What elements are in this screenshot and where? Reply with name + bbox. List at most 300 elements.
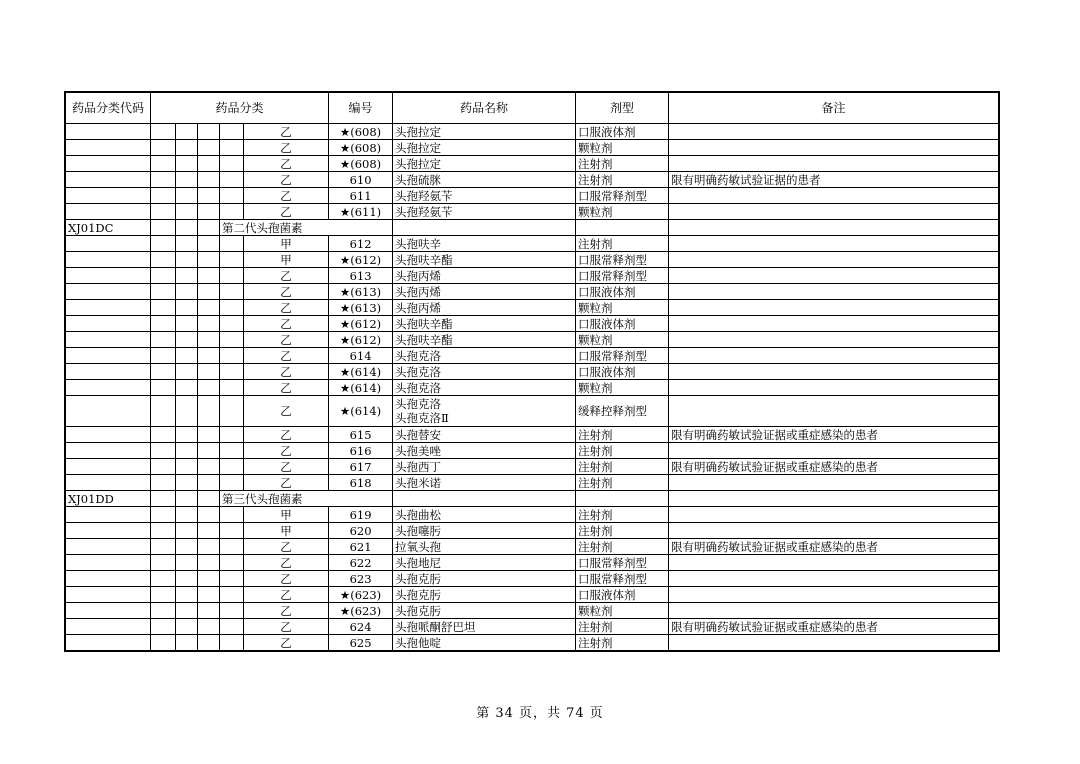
dosage-form-cell: 颗粒剂 [576,332,669,348]
remark-cell [669,284,999,300]
category-cell [176,332,198,348]
drug-name-cell: 头孢美唑 [393,443,576,459]
table-row [66,156,999,172]
drug-name-cell: 头孢他啶 [393,635,576,651]
category-cell [176,156,198,172]
code-cell [66,268,151,284]
empty-cell [669,491,999,507]
category-cell [176,284,198,300]
grade-cell: 乙 [244,300,329,316]
remark-cell: 限有明确药敏试验证据的患者 [669,172,999,188]
category-cell [151,619,176,635]
dosage-form-cell: 口服液体剂 [576,364,669,380]
grade-cell: 甲 [244,252,329,268]
drug-name-cell: 头孢丙烯 [393,268,576,284]
code-cell [66,459,151,475]
number-cell: ★(623) [329,587,393,603]
code-cell [66,443,151,459]
dosage-form-cell: 注射剂 [576,236,669,252]
code-cell [66,507,151,523]
dosage-form-cell: 缓释控释剂型 [576,396,669,427]
drug-name-cell: 头孢呋辛 [393,236,576,252]
number-cell: 619 [329,507,393,523]
category-cell [176,204,198,220]
remark-cell: 限有明确药敏试验证据或重症感染的患者 [669,427,999,443]
number-cell: 612 [329,236,393,252]
category-cell [198,619,220,635]
category-cell [176,603,198,619]
header-name: 药品名称 [393,93,576,124]
table-row [66,348,999,364]
number-cell: 624 [329,619,393,635]
empty-cell [393,220,576,236]
category-cell [151,427,176,443]
category-cell [198,124,220,140]
remark-cell [669,571,999,587]
empty-cell [576,220,669,236]
category-cell [176,348,198,364]
number-cell: 618 [329,475,393,491]
page-number-footer: 第 34 页，共 74 页 [476,706,604,721]
header-number: 编号 [329,93,393,124]
drug-name-cell: 头孢呋辛酯 [393,332,576,348]
category-cell [151,140,176,156]
drug-name-cell: 头孢硫脒 [393,172,576,188]
drug-name-cell: 头孢拉定 [393,156,576,172]
table-row [66,204,999,220]
grade-cell: 乙 [244,172,329,188]
category-cell [151,364,176,380]
table-row [66,443,999,459]
category-cell [198,204,220,220]
table-row [66,140,999,156]
dosage-form-cell: 注射剂 [576,172,669,188]
category-cell [151,396,176,427]
grade-cell: 乙 [244,555,329,571]
dosage-form-cell: 口服常释剂型 [576,252,669,268]
category-cell [176,491,198,507]
remark-cell [669,380,999,396]
category-cell [176,172,198,188]
category-cell [176,635,198,651]
code-cell [66,188,151,204]
category-cell [198,427,220,443]
category-cell [220,523,244,539]
drug-name-cell: 头孢羟氨苄 [393,204,576,220]
category-cell [220,427,244,443]
drug-name-cell: 头孢地尼 [393,555,576,571]
remark-cell [669,603,999,619]
category-cell [198,380,220,396]
category-cell [198,156,220,172]
category-cell [176,188,198,204]
dosage-form-cell: 口服常释剂型 [576,555,669,571]
category-cell [220,172,244,188]
table-row [66,172,999,188]
category-cell [220,587,244,603]
category-cell [151,300,176,316]
drug-name-cell: 头孢西丁 [393,459,576,475]
category-cell [220,555,244,571]
remark-cell [669,555,999,571]
category-cell [198,252,220,268]
table-row [66,507,999,523]
header-code: 药品分类代码 [66,93,151,124]
table-row [66,523,999,539]
table-row [66,635,999,651]
category-cell [198,539,220,555]
drug-name-cell: 头孢拉定 [393,140,576,156]
category-cell [198,188,220,204]
dosage-form-cell: 注射剂 [576,539,669,555]
code-cell [66,539,151,555]
drug-name-cell: 头孢拉定 [393,124,576,140]
category-cell [198,507,220,523]
number-cell: 617 [329,459,393,475]
grade-cell: 乙 [244,188,329,204]
category-cell [151,443,176,459]
grade-cell: 乙 [244,268,329,284]
code-cell [66,364,151,380]
grade-cell: 乙 [244,380,329,396]
dosage-form-cell: 口服常释剂型 [576,571,669,587]
drug-name-cell: 拉氧头孢 [393,539,576,555]
code-cell [66,348,151,364]
drug-name-cell: 头孢哌酮舒巴坦 [393,619,576,635]
dosage-form-cell: 注射剂 [576,443,669,459]
empty-cell [576,491,669,507]
remark-cell [669,364,999,380]
grade-cell: 乙 [244,396,329,427]
category-cell [220,619,244,635]
group-title: 第二代头孢菌素 [220,220,393,236]
category-cell [151,539,176,555]
category-cell [220,459,244,475]
drug-name-cell: 头孢丙烯 [393,300,576,316]
category-cell [220,443,244,459]
category-cell [198,603,220,619]
category-cell [220,396,244,427]
drug-name-cell: 头孢克肟 [393,571,576,587]
drug-name-cell: 头孢噻肟 [393,523,576,539]
grade-cell: 乙 [244,348,329,364]
category-cell [151,507,176,523]
dosage-form-cell: 注射剂 [576,459,669,475]
code-cell [66,140,151,156]
category-cell [176,252,198,268]
code-cell [66,619,151,635]
category-cell [151,587,176,603]
category-cell [220,268,244,284]
category-cell [151,332,176,348]
category-cell [198,316,220,332]
group-row [66,491,999,507]
category-cell [198,220,220,236]
category-cell [151,475,176,491]
table-row [66,236,999,252]
category-cell [151,491,176,507]
remark-cell [669,316,999,332]
drug-name-cell: 头孢克洛 [393,380,576,396]
code-cell [66,555,151,571]
category-cell [198,300,220,316]
category-cell [176,555,198,571]
category-cell [220,300,244,316]
dosage-form-cell: 注射剂 [576,427,669,443]
category-cell [151,348,176,364]
dosage-form-cell: 口服液体剂 [576,284,669,300]
category-cell [198,396,220,427]
drug-name-cell: 头孢克洛 [393,364,576,380]
category-cell [176,124,198,140]
grade-cell: 乙 [244,156,329,172]
category-cell [198,459,220,475]
number-cell: 614 [329,348,393,364]
grade-cell: 乙 [244,587,329,603]
category-cell [176,475,198,491]
table-row [66,300,999,316]
number-cell: 613 [329,268,393,284]
remark-cell [669,300,999,316]
category-cell [198,332,220,348]
drug-name-cell: 头孢曲松 [393,507,576,523]
category-cell [220,236,244,252]
drug-name-cell: 头孢克肟 [393,587,576,603]
category-cell [176,539,198,555]
category-cell [176,380,198,396]
code-cell [66,172,151,188]
drug-name-line: 头孢克洛Ⅱ [395,411,449,425]
drug-name-cell: 头孢呋辛酯 [393,316,576,332]
table-body [66,124,999,651]
grade-cell: 乙 [244,364,329,380]
number-cell: ★(612) [329,316,393,332]
category-cell [176,427,198,443]
remark-cell [669,523,999,539]
category-cell [151,571,176,587]
remark-cell [669,396,999,427]
category-cell [198,348,220,364]
table-row [66,555,999,571]
grade-cell: 甲 [244,236,329,252]
category-cell [151,156,176,172]
code-cell [66,156,151,172]
category-cell [220,539,244,555]
code-cell [66,252,151,268]
table-row [66,268,999,284]
remark-cell [669,587,999,603]
code-cell [66,587,151,603]
number-cell: 615 [329,427,393,443]
dosage-form-cell: 口服液体剂 [576,124,669,140]
empty-cell [669,220,999,236]
grade-cell: 乙 [244,571,329,587]
category-cell [198,523,220,539]
category-cell [220,348,244,364]
category-cell [176,316,198,332]
code-cell [66,236,151,252]
group-code: XJ01DD [66,491,151,507]
empty-cell [393,491,576,507]
table-row [66,587,999,603]
number-cell: 621 [329,539,393,555]
grade-cell: 乙 [244,140,329,156]
header-category: 药品分类 [151,93,329,124]
category-cell [220,204,244,220]
grade-cell: 乙 [244,284,329,300]
category-cell [198,555,220,571]
category-cell [151,124,176,140]
drug-name-cell: 头孢米诺 [393,475,576,491]
category-cell [151,603,176,619]
grade-cell: 乙 [244,619,329,635]
table-row [66,539,999,555]
category-cell [176,507,198,523]
code-cell [66,316,151,332]
group-title: 第三代头孢菌素 [220,491,393,507]
dosage-form-cell: 注射剂 [576,635,669,651]
drug-name-cell: 头孢克肟 [393,603,576,619]
code-cell [66,332,151,348]
group-row [66,220,999,236]
dosage-form-cell: 颗粒剂 [576,380,669,396]
drug-name-cell: 头孢替安 [393,427,576,443]
category-cell [198,587,220,603]
category-cell [151,523,176,539]
grade-cell: 乙 [244,443,329,459]
category-cell [176,459,198,475]
table-row [66,603,999,619]
category-cell [198,172,220,188]
category-cell [220,332,244,348]
drug-name-cell: 头孢呋辛酯 [393,252,576,268]
category-cell [151,316,176,332]
table-row [66,252,999,268]
remark-cell: 限有明确药敏试验证据或重症感染的患者 [669,619,999,635]
table-row [66,619,999,635]
number-cell: 620 [329,523,393,539]
category-cell [220,571,244,587]
category-cell [151,188,176,204]
number-cell: 610 [329,172,393,188]
dosage-form-cell: 口服液体剂 [576,316,669,332]
remark-cell [669,156,999,172]
category-cell [220,156,244,172]
category-cell [176,300,198,316]
category-cell [151,236,176,252]
dosage-form-cell: 注射剂 [576,156,669,172]
category-cell [220,188,244,204]
category-cell [198,475,220,491]
category-cell [198,268,220,284]
category-cell [176,364,198,380]
code-cell [66,475,151,491]
category-cell [198,491,220,507]
dosage-form-cell: 口服常释剂型 [576,268,669,284]
remark-cell [669,252,999,268]
number-cell: ★(614) [329,380,393,396]
remark-cell [669,348,999,364]
category-cell [198,364,220,380]
category-cell [198,635,220,651]
category-cell [220,364,244,380]
number-cell: ★(623) [329,603,393,619]
drug-name-cell [393,396,576,427]
code-cell [66,603,151,619]
category-cell [198,443,220,459]
category-cell [151,220,176,236]
table-row [66,284,999,300]
dosage-form-cell: 口服常释剂型 [576,188,669,204]
remark-cell [669,268,999,284]
category-cell [220,252,244,268]
remark-cell: 限有明确药敏试验证据或重症感染的患者 [669,459,999,475]
category-cell [151,204,176,220]
remark-cell [669,332,999,348]
drug-catalog-table [65,92,999,651]
code-cell [66,635,151,651]
category-cell [220,316,244,332]
grade-cell: 乙 [244,316,329,332]
grade-cell: 乙 [244,539,329,555]
code-cell [66,571,151,587]
dosage-form-cell: 注射剂 [576,523,669,539]
category-cell [220,635,244,651]
category-cell [176,587,198,603]
dosage-form-cell: 口服常释剂型 [576,348,669,364]
remark-cell [669,140,999,156]
remark-cell [669,236,999,252]
remark-cell [669,635,999,651]
number-cell: ★(608) [329,140,393,156]
dosage-form-cell: 颗粒剂 [576,300,669,316]
number-cell: 625 [329,635,393,651]
number-cell: ★(612) [329,332,393,348]
group-code: XJ01DC [66,220,151,236]
category-cell [198,236,220,252]
header-form: 剂型 [576,93,669,124]
category-cell [220,380,244,396]
category-cell [151,284,176,300]
number-cell: 616 [329,443,393,459]
drug-name-cell: 头孢克洛 [393,348,576,364]
remark-cell [669,204,999,220]
remark-cell [669,124,999,140]
grade-cell: 乙 [244,603,329,619]
category-cell [220,507,244,523]
dosage-form-cell: 注射剂 [576,475,669,491]
code-cell [66,380,151,396]
code-cell [66,523,151,539]
table-row [66,124,999,140]
table-row [66,427,999,443]
code-cell [66,300,151,316]
category-cell [151,635,176,651]
category-cell [151,268,176,284]
number-cell: ★(614) [329,364,393,380]
category-cell [176,571,198,587]
number-cell: ★(613) [329,300,393,316]
header-row [66,93,999,124]
table-row [66,188,999,204]
grade-cell: 乙 [244,635,329,651]
table-row [66,364,999,380]
category-cell [176,220,198,236]
code-cell [66,284,151,300]
dosage-form-cell: 颗粒剂 [576,140,669,156]
category-cell [151,252,176,268]
remark-cell: 限有明确药敏试验证据或重症感染的患者 [669,539,999,555]
